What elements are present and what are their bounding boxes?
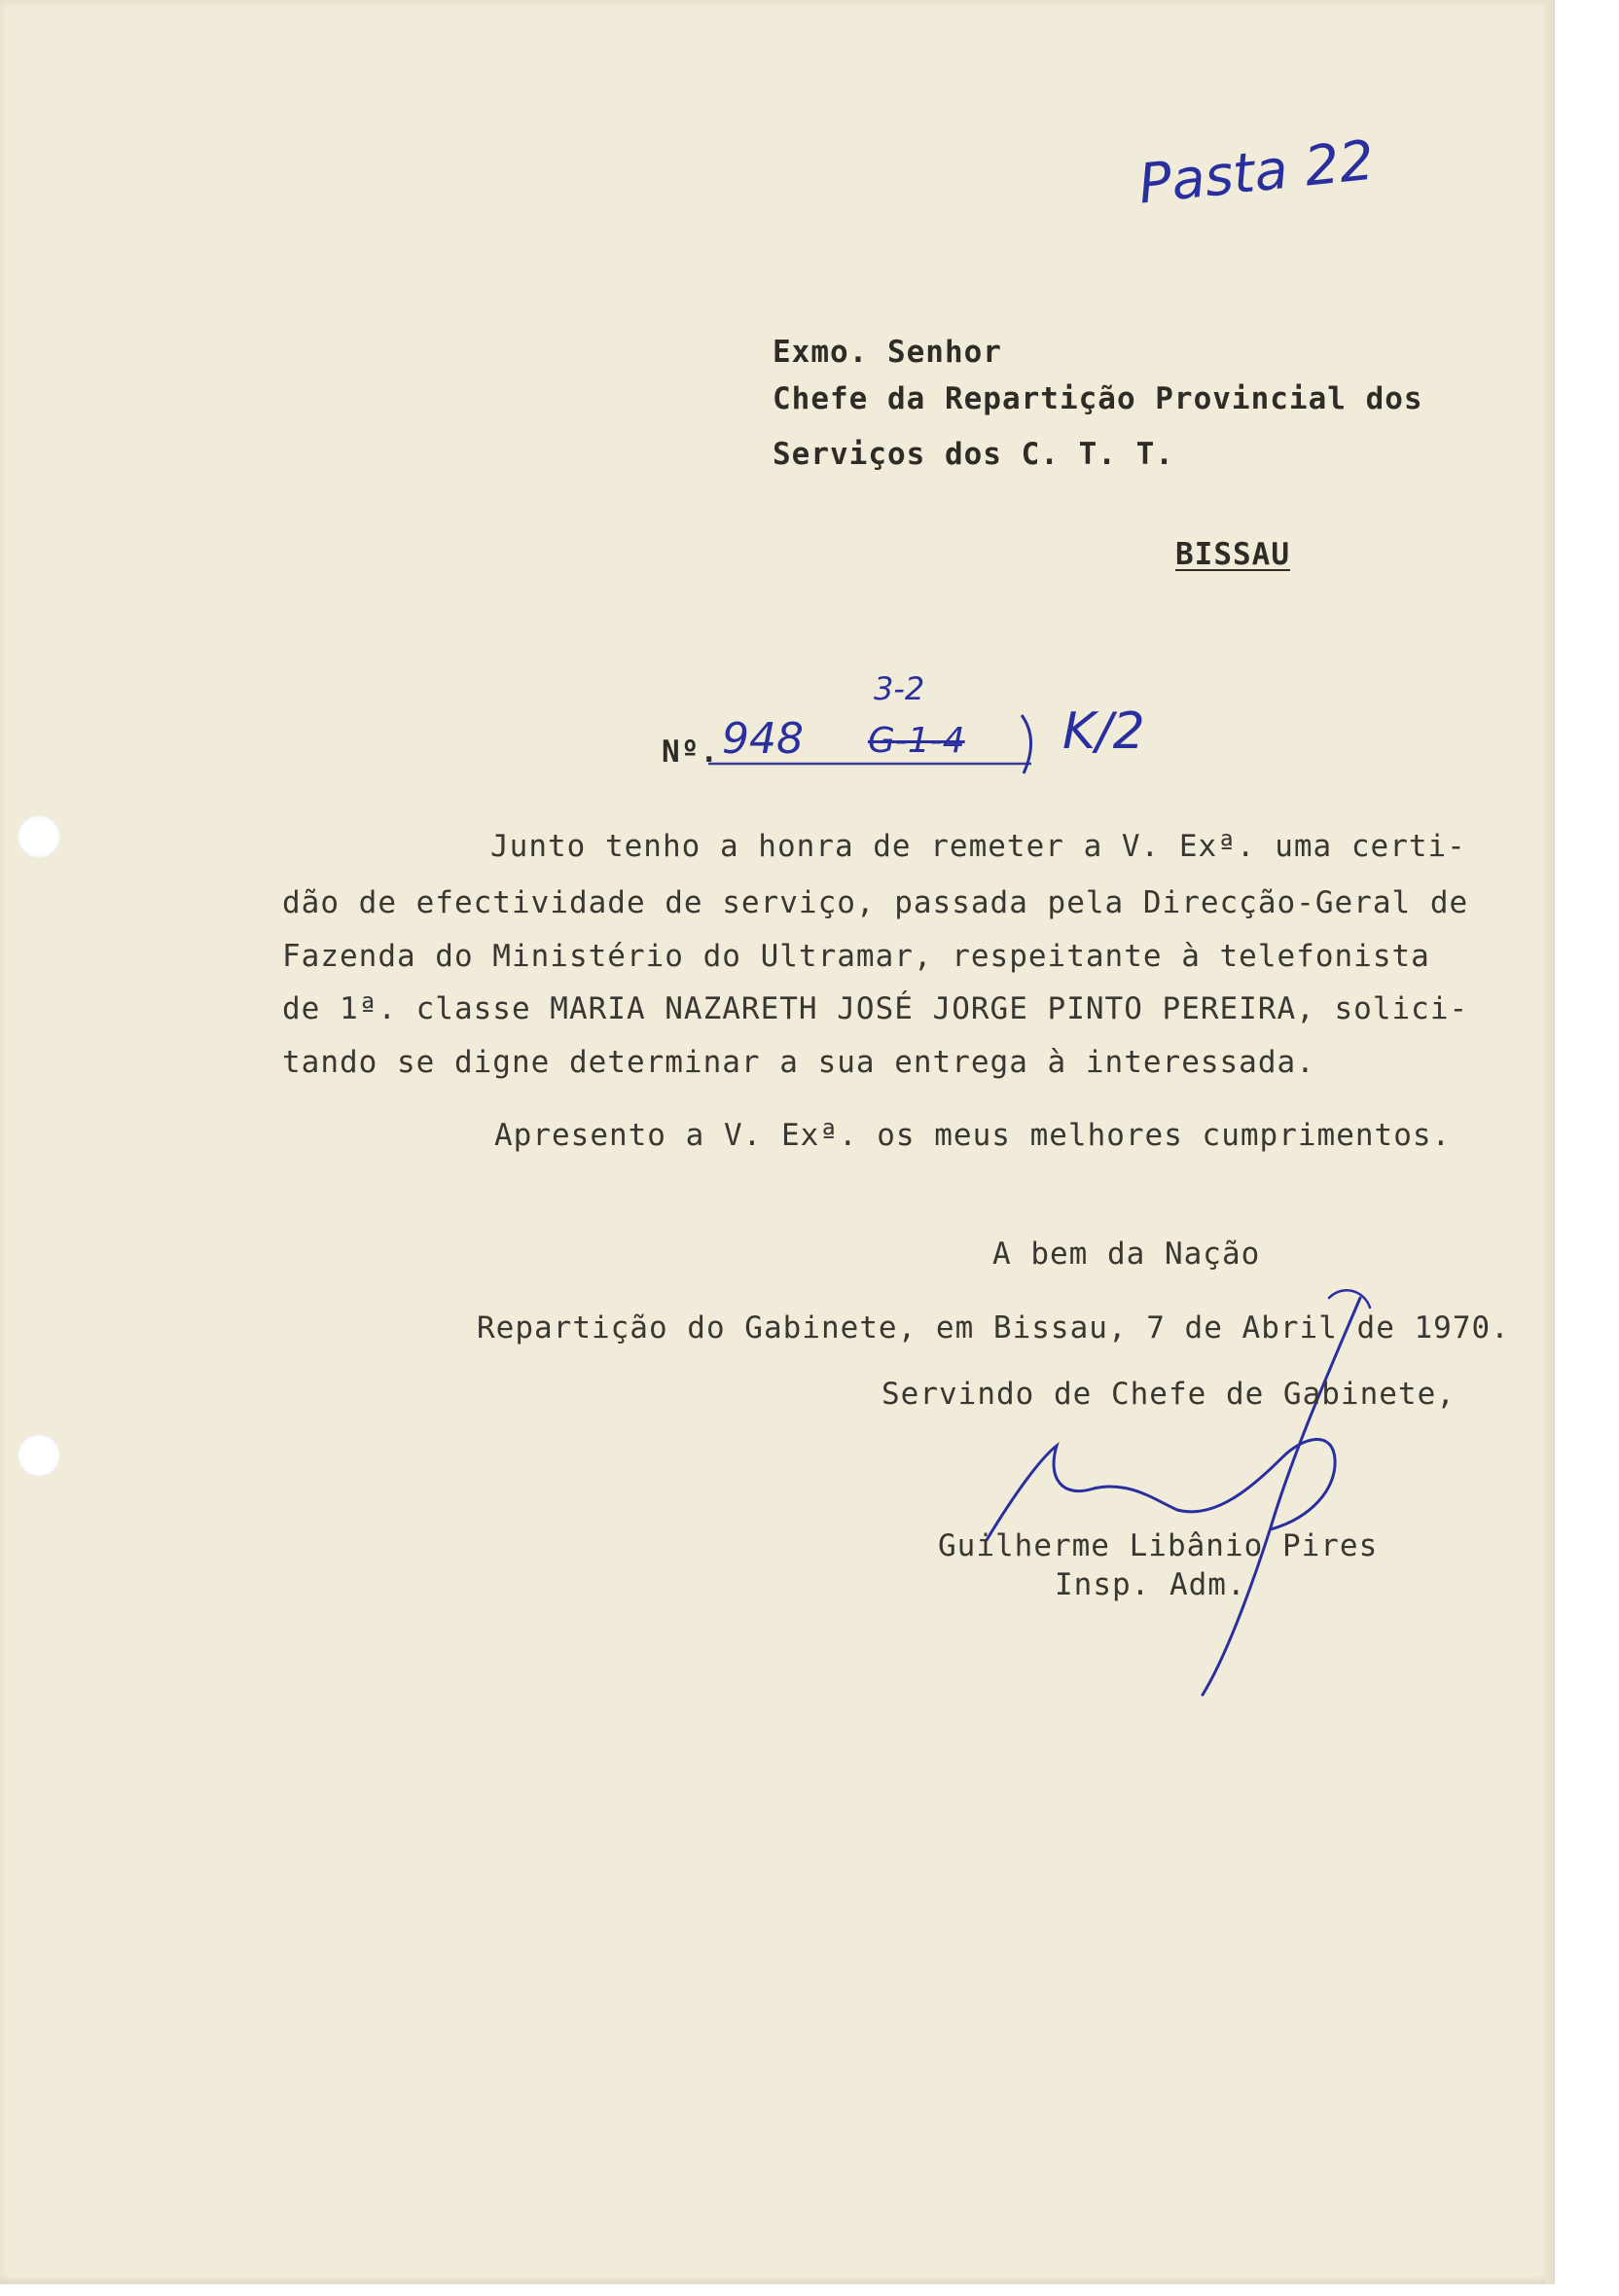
body-paragraph-line: tando se digne determinar a sua entrega à interessada. (282, 1045, 1315, 1080)
reference-number-suffix: K/2 (1062, 702, 1145, 761)
signatory-role: Servindo de Chefe de Gabinete, (881, 1377, 1456, 1412)
reference-label: Nº. (662, 735, 719, 770)
body-paragraph-line: Fazenda do Ministério do Ultramar, respeitante à telefonista (282, 939, 1430, 974)
reference-number-above: 3-2 (874, 670, 925, 707)
body-paragraph-line: dão de efectividade de serviço, passada pela Direcção-Geral de (282, 885, 1469, 920)
address-city: BISSAU (1175, 537, 1290, 572)
handwritten-top-note: Pasta 22 (1135, 128, 1378, 217)
body-paragraph-line: Junto tenho a honra de remeter a V. Exª. uma certi- (490, 829, 1466, 864)
body-paragraph-line: de 1ª. classe MARIA NAZARETH JOSÉ JORGE PINTO PEREIRA, solici- (282, 991, 1469, 1026)
reference-number: 948 (722, 714, 804, 764)
closing-salutation: A bem da Nação (992, 1237, 1261, 1272)
reference-number-struck: G-1-4 (868, 721, 965, 761)
address-recipient-line: Chefe da Repartição Provincial dos (773, 381, 1423, 416)
closing-greeting: Apresento a V. Exª. os meus melhores cumprimentos. (494, 1118, 1452, 1153)
signatory-name: Guilherme Libânio Pires (938, 1528, 1379, 1563)
place-and-date: Repartição do Gabinete, em Bissau, 7 de Abril de 1970. (477, 1310, 1510, 1345)
signatory-title: Insp. Adm. (1055, 1567, 1246, 1602)
address-salutation: Exmo. Senhor (773, 335, 1002, 370)
address-recipient-line-2: Serviços dos C. T. T. (773, 437, 1174, 472)
